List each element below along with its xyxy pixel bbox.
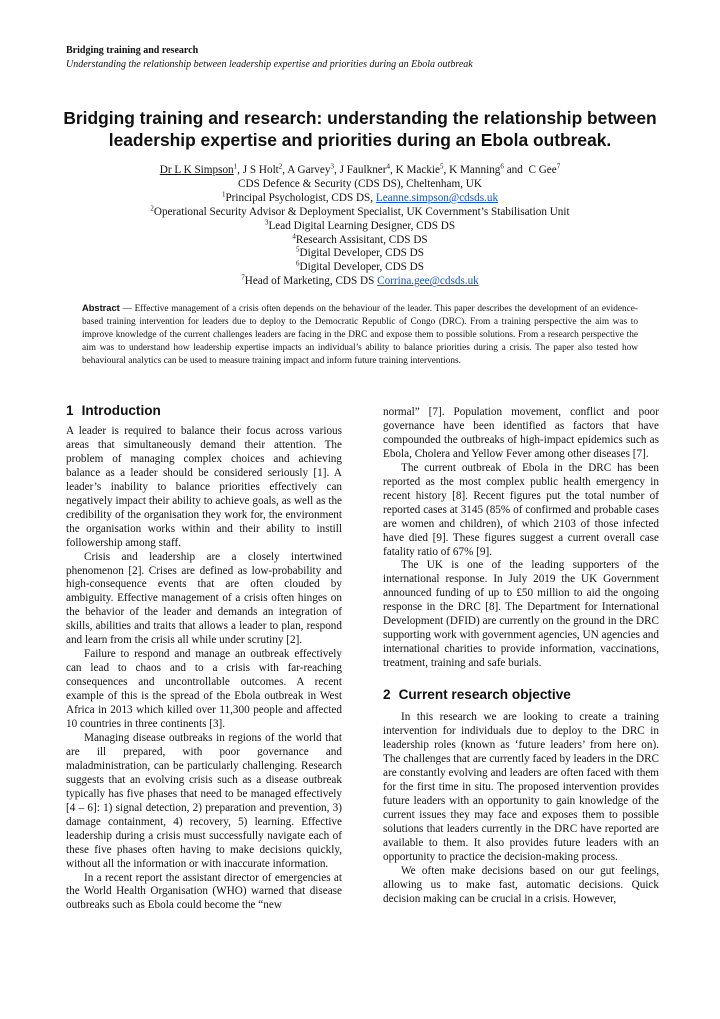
- email-link-simpson[interactable]: Leanne.simpson@cdsds.uk: [375, 191, 499, 204]
- abstract: [82, 302, 638, 368]
- affiliation-text: Digital Developer, CDS DS: [299, 247, 424, 260]
- paragraph: The UK is one of the leading supporters of the international response. In July 2019 the UK Government announced funding of up to £50 million to aid the ongoing response in the DRC [8]. The Department for International Development (DFID) are currently on the ground in the DRC supporting work with government agencies, UN agencies and international charities to provide information, vaccinations, treatment, training and safe burials.: [383, 559, 659, 670]
- author-sup: 7: [556, 162, 561, 171]
- affiliation-text: Research Assisitant, CDS DS: [295, 233, 428, 246]
- running-header-subtitle: Understanding the relationship between leadership expertise and priorities during an Ebola outbreak: [66, 59, 473, 70]
- paper-title: [40, 107, 680, 151]
- author-sep: ,: [237, 164, 243, 176]
- affiliation-text: Operational Security Advisor & Deployment Specialist, UK Covernment’s Stabilisation Unit: [153, 205, 570, 218]
- affiliation-7: [40, 275, 680, 289]
- paragraph: We often make decisions based on our gut feelings, allowing us to make fast, automatic decisions. Quick decision making can be crucial in a crisis. However,: [383, 864, 659, 905]
- affiliation-sup: 7: [241, 273, 245, 282]
- affiliation-sup: 2: [150, 203, 154, 212]
- affiliation-sup: 4: [292, 231, 296, 240]
- author-name: C Gee: [528, 164, 557, 176]
- affiliation-5: [40, 247, 680, 261]
- author-sep: and: [503, 164, 529, 176]
- author-sep: ,: [333, 164, 340, 176]
- affiliation-text: Head of Marketing, CDS DS: [244, 275, 378, 288]
- author-name: J S Holt: [242, 164, 279, 176]
- author-sep: ,: [443, 164, 450, 176]
- affiliation-sup: 1: [221, 190, 226, 199]
- section-number: 1: [66, 403, 74, 418]
- section-title: Current research objective: [398, 687, 571, 703]
- abstract-text: Effective management of a crisis often depends on the behaviour of the leader. This paper describes the development of an evidence-based training intervention for leaders due to deploy to the Democratic Republic of Congo (DRC). From a training perspective the aim was to improve knowledge of the current challenges leaders are facing in the DRC and expose them to possible solutions. From a research perspective the aim was to understand how leadership expertise impacts an individual’s ability to balance priorities during a crisis. The paper also tested how behavioural analytics can be used to measure training impact and inform future training interventions.: [82, 304, 638, 366]
- section-title: Introduction: [81, 403, 161, 418]
- author-sep: ,: [389, 164, 396, 176]
- author-sep: ,: [282, 164, 288, 176]
- affiliation-text: Digital Developer, CDS DS: [299, 261, 424, 274]
- author-name: J Faulkner: [339, 164, 387, 176]
- paper-title-line-2: leadership expertise and priorities during an Ebola outbreak.: [108, 130, 612, 150]
- right-column: [383, 406, 659, 906]
- affiliation-6: [40, 261, 680, 275]
- affiliation-2: [40, 203, 680, 220]
- paragraph: A leader is required to balance their focus across various areas that simultaneously demand their attention. The problem of managing complex choices and achieving balance as a leader should be considered seriously [1]. A leader’s inability to balance priorities effectively can negatively impact their ability to achieve goals, as well as the credibility of the organisation they work for, the environment the organisation works within and their ability to instill followership among staff.: [66, 425, 342, 549]
- author-name: Dr L K Simpson: [159, 164, 234, 176]
- author-sup: 2: [278, 162, 283, 171]
- author-name: K Mackie: [395, 164, 441, 176]
- paragraph: The current outbreak of Ebola in the DRC has been reported as the most complex public health emergency in recent history [8]. Recent figures put the total number of reported cases at 3145 (85% of confirmed and probable cases are women and children), of which 2103 of those infected have died [9]. These figures suggest a current overall case fatality ratio of 67% [9].: [383, 461, 659, 558]
- running-header: [66, 44, 473, 72]
- abstract-dash: —: [119, 304, 135, 314]
- organisation: CDS Defence & Security (CDS DS), Cheltenham, UK: [238, 177, 482, 190]
- paragraph: Crisis and leadership are a closely intertwined phenomenon [2]. Crises are defined as low-probability and high-consequence events that are often clouded by ambiguity. Effective management of a crisis often hinges on the behavior of the leader and demands an integration of skills, abilities and traits that allows a leader to plan, respond and learn from the crisis all while under scrutiny [2].: [66, 550, 342, 647]
- affiliation-text: Lead Digital Learning Designer, CDS DS: [268, 219, 456, 232]
- paragraph-continuation: normal” [7]. Population movement, conflict and poor governance have been identified as factors that have compounded the outbreaks of high-impact epidemics such as Ebola, Cholera and Yellow Fever among other diseases [7].: [383, 406, 659, 460]
- paragraph: In a recent report the assistant director of emergencies at the World Health Organisation (WHO) warned that disease outbreaks such as Ebola could become the “new: [66, 871, 342, 912]
- author-name: K Manning: [449, 164, 501, 176]
- affiliation-1: [40, 192, 680, 206]
- paragraph: Failure to respond and manage an outbreak effectively can lead to chaos and to a crisis with far-reaching consequences and uncontrollable outcomes. A recent example of this is the spread of the Ebola outbreak in West Africa in 2013 which killed over 11,300 people and affected 10 countries in three continents [3].: [66, 648, 342, 731]
- section-number: 2: [383, 687, 391, 703]
- paragraph: In this research we are looking to create a training intervention for individuals due to deploy to the DRC in leadership roles (known as ‘future leaders’ from here on). The challenges that are currently faced by leaders in the DRC are constantly evolving and leaders are often faced with them for the first time in situ. The proposed intervention provides future leaders with an opportunity to gain knowledge of the current issues they may face and exposes them to possible solutions that leaders currently in the DRC have reported are available to them. It also provides future leaders with an opportunity to practice the decision-making process.: [383, 711, 659, 863]
- author-block: [40, 164, 680, 289]
- author-sup: 1: [233, 162, 238, 171]
- email-link-gee[interactable]: Corrina.gee@cdsds.uk: [377, 275, 479, 288]
- author-sup: 3: [330, 162, 334, 171]
- affiliation-text: Principal Psychologist, CDS DS,: [225, 191, 376, 204]
- running-header-title: Bridging training and research: [66, 45, 199, 56]
- author-name: A Garvey: [287, 164, 331, 176]
- section-1-heading: [66, 403, 342, 419]
- author-sup: 5: [440, 162, 444, 171]
- paragraph: Managing disease outbreaks in regions of the world that are ill prepared, with poor governance and maladministration, can be particularly challenging. Research suggests that an evolving crisis such as a disease outbreak typically has five phases that need to be managed effectively [4 – 6]: 1) signal detection, 2) preparation and prevention, 3) damage containment, 4) recovery, 5) learning. Effective leadership during a crisis must successfully navigate each of these five phases often having to make decisions quickly, without all the information or with inaccurate information.: [66, 731, 342, 870]
- left-column: [66, 403, 342, 913]
- paper-title-line-1: Bridging training and research: understanding the relationship between: [63, 108, 657, 128]
- affiliation-sup: 6: [296, 259, 300, 268]
- affiliation-3: [40, 217, 680, 234]
- author-list: [40, 164, 680, 178]
- affiliation-sup: 3: [264, 217, 269, 226]
- affiliation-sup: 5: [296, 245, 300, 254]
- abstract-label: Abstract: [82, 303, 120, 313]
- author-sup: 4: [386, 162, 390, 171]
- section-2-heading: [383, 687, 659, 703]
- author-sup: 6: [500, 162, 504, 171]
- affiliation-4: [40, 231, 680, 248]
